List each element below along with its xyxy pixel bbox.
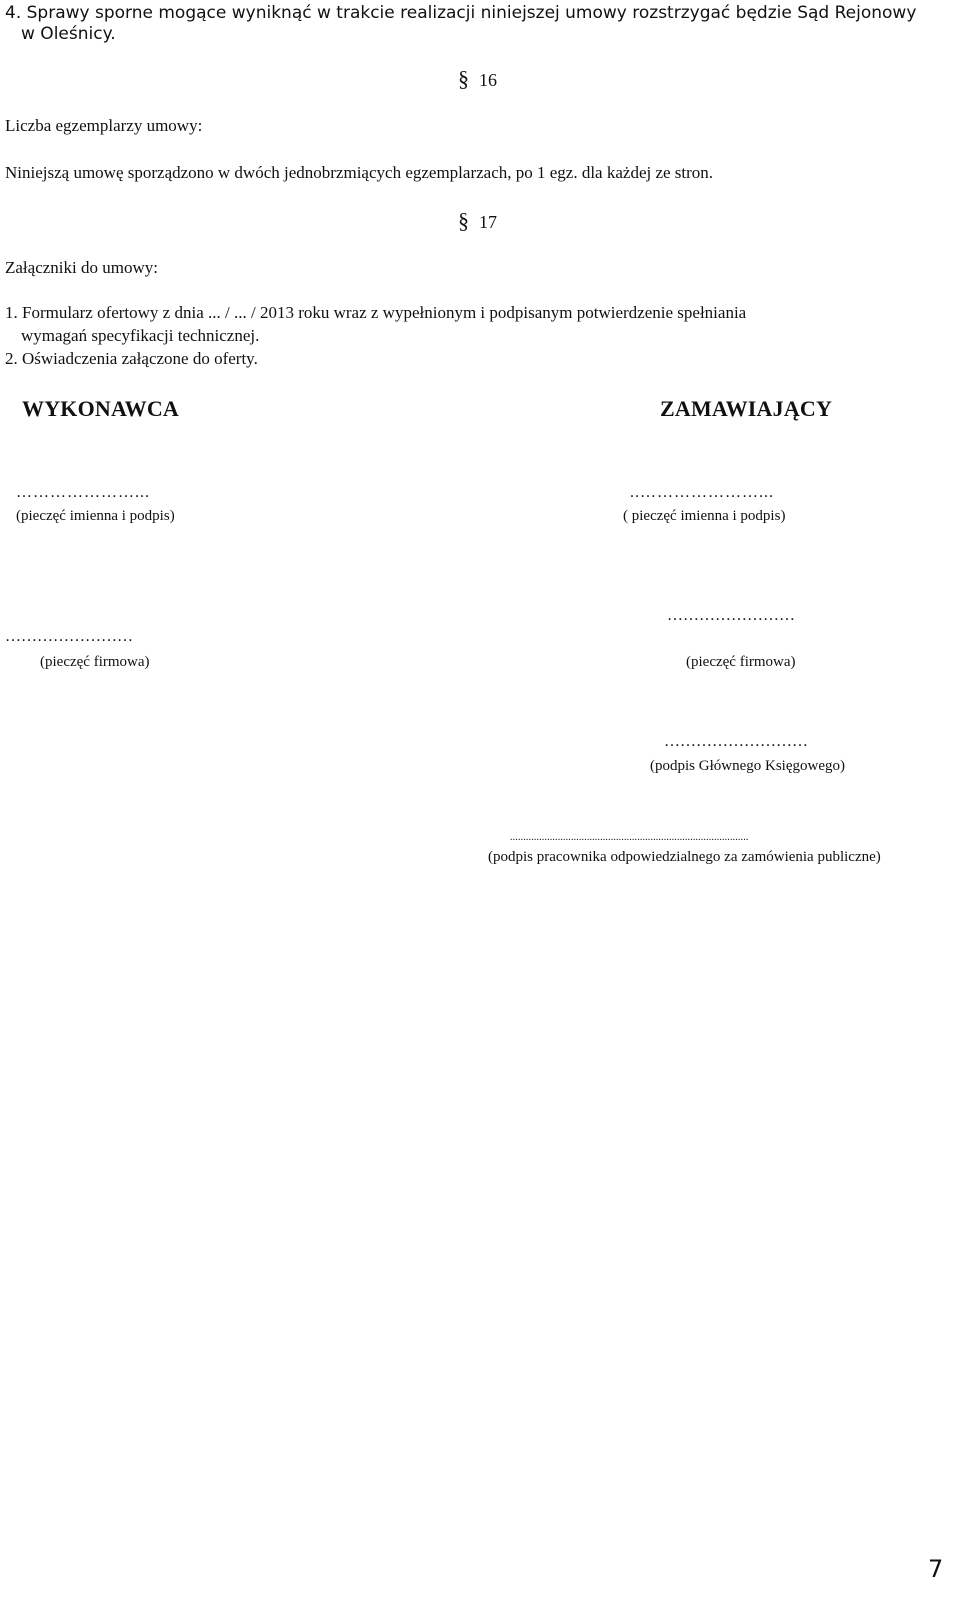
paragraph-17-marker [458,208,497,234]
page-number: 7 [928,1555,944,1583]
contractor-signature-line: …………………... [16,484,150,501]
paragraph-sign: § [458,66,469,91]
attachment-item-1-line-2: wymagań specyfikacji technicznej. [21,326,260,345]
contractor-company-stamp-line: …………………… [5,628,133,645]
section-4-line-1: 4. Sprawy sporne mogące wyniknąć w trakcie realizacji niniejszej umowy rozstrzygać będzie Sąd Rejonowy [5,3,917,23]
accountant-signature-line: ……………………… [664,733,808,750]
ordering-party-heading: ZAMAWIAJĄCY [660,396,833,421]
accountant-signature-label: (podpis Głównego Księgowego) [650,758,845,774]
paragraph-number: 17 [479,212,497,232]
section-17-heading: Załączniki do umowy: [5,258,158,277]
section-4-line-2: w Oleśnicy. [21,24,116,44]
contractor-heading: WYKONAWCA [22,396,180,421]
ordering-company-stamp-line: …………………… [667,607,795,624]
paragraph-sign: § [458,208,469,233]
contractor-company-stamp-label: (pieczęć firmowa) [40,654,150,670]
section-16-text: Niniejszą umowę sporządzono w dwóch jednobrzmiących egzemplarzach, po 1 egz. dla każdej ze stron. [5,163,714,182]
procurement-officer-signature-label: (podpis pracownika odpowiedzialnego za zamówienia publiczne) [488,849,881,865]
ordering-signature-line: ..…………………... [630,484,774,501]
section-16-heading: Liczba egzemplarzy umowy: [5,116,203,135]
ordering-stamp-label: ( pieczęć imienna i podpis) [623,508,786,524]
attachment-item-2: 2. Oświadczenia załączone do oferty. [5,349,258,368]
ordering-company-stamp-label: (pieczęć firmowa) [686,654,796,670]
paragraph-16-marker [458,66,497,92]
contractor-stamp-label: (pieczęć imienna i podpis) [16,508,175,524]
procurement-officer-signature-line: .......................................................................................... [510,832,749,843]
attachment-item-1-line-1: 1. Formularz ofertowy z dnia ... / ... / 2013 roku wraz z wypełnionym i podpisanym potwierdzenie spełniania [5,303,747,322]
paragraph-number: 16 [479,70,497,90]
